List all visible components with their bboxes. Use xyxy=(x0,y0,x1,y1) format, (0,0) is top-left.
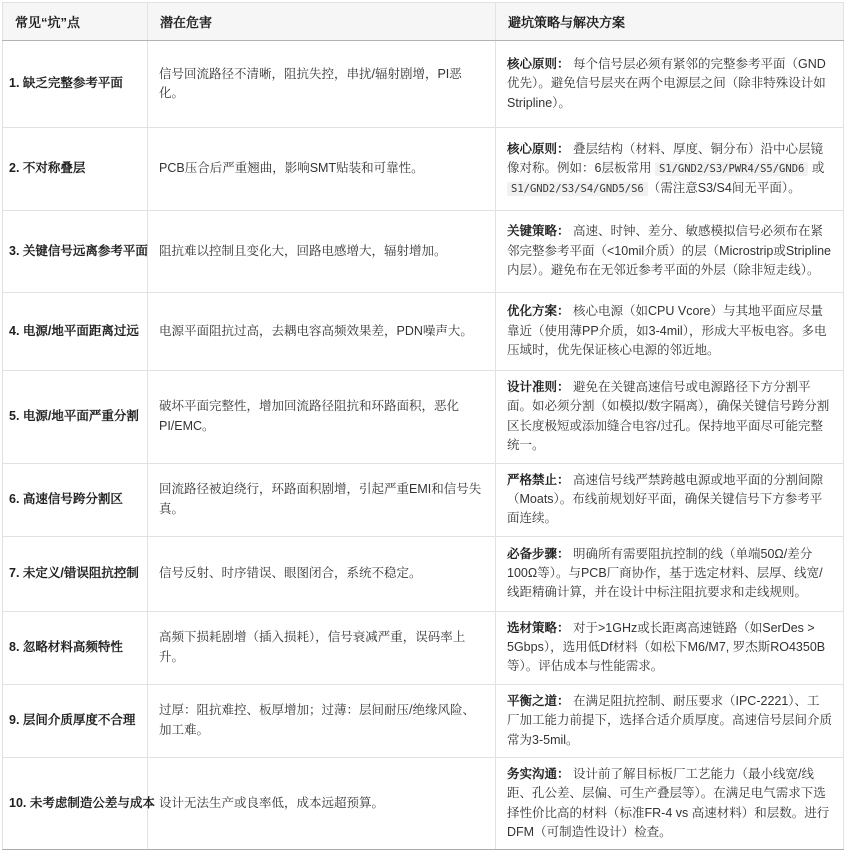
column-header-hazard: 潜在危害 xyxy=(148,3,496,41)
solution-lead-label: 选材策略： xyxy=(507,620,570,635)
table-row xyxy=(3,757,844,850)
pitfall-cell: 10. 未考虑制造公差与成本 xyxy=(3,757,148,850)
pitfall-cell: 2. 不对称叠层 xyxy=(3,128,148,211)
pitfall-cell: 6. 高速信号跨分割区 xyxy=(3,463,148,536)
table-body xyxy=(3,41,844,850)
solution-cell: 选材策略： 对于>1GHz或长距离高速链路（如SerDes > 5Gbps），选用低Df材料（如松下M6/M7, 罗杰斯RO4350B等）。评估成本与性能需求。 xyxy=(496,611,844,684)
table-row xyxy=(3,293,844,371)
solution-lead-label: 优化方案： xyxy=(507,304,570,319)
pitfall-cell: 3. 关键信号远离参考平面 xyxy=(3,211,148,293)
table-row xyxy=(3,211,844,293)
table-row xyxy=(3,611,844,684)
pitfall-cell: 1. 缺乏完整参考平面 xyxy=(3,41,148,128)
solution-cell: 优化方案： 核心电源（如CPU Vcore）与其地平面应尽量靠近（使用薄PP介质，如3-4mil），形成大平板电容。多电压域时，优先保证核心电源的邻近地。 xyxy=(496,293,844,371)
hazard-cell: 高频下损耗剧增（插入损耗），信号衰减严重，误码率上升。 xyxy=(148,611,496,684)
table-row xyxy=(3,41,844,128)
pitfall-cell: 8. 忽略材料高频特性 xyxy=(3,611,148,684)
solution-cell: 核心原则： 每个信号层必须有紧邻的完整参考平面（GND优先）。避免信号层夹在两个电源层之间（除非特殊设计如 Stripline）。 xyxy=(496,41,844,128)
hazard-cell: 回流路径被迫绕行，环路面积剧增，引起严重EMI和信号失真。 xyxy=(148,463,496,536)
solution-lead-label: 设计准则： xyxy=(507,380,570,394)
table-row xyxy=(3,684,844,757)
solution-cell: 设计准则： 避免在关键高速信号或电源路径下方分割平面。如必须分割（如模拟/数字隔离），确保关键信号跨分割区长度极短或添加缝合电容/过孔。保持地平面尽可能完整统一。 xyxy=(496,371,844,464)
solution-lead-label: 严格禁止： xyxy=(507,472,570,487)
solution-cell: 务实沟通： 设计前了解目标板厂工艺能力（最小线宽/线距、孔公差、层偏、可生产叠层等）。在满足电气需求下选择性价比高的材料（标准FR-4 vs 高速材料）和层数。进行DFM（可制造性设计）检查。 xyxy=(496,757,844,850)
table-row xyxy=(3,371,844,464)
table-row xyxy=(3,128,844,211)
solution-cell: 必备步骤： 明确所有需要阻抗控制的线（单端50Ω/差分100Ω等）。与PCB厂商协作，基于选定材料、层厚、线宽/线距精确计算，并在设计中标注阻抗要求和走线规则。 xyxy=(496,536,844,611)
solution-lead-label: 关键策略： xyxy=(507,224,570,239)
pitfall-cell: 5. 电源/地平面严重分割 xyxy=(3,371,148,464)
pitfall-cell: 9. 层间介质厚度不合理 xyxy=(3,684,148,757)
pitfall-cell: 4. 电源/地平面距离过远 xyxy=(3,293,148,371)
hazard-cell: 信号回流路径不清晰，阻抗失控，串扰/辐射剧增，PI恶化。 xyxy=(148,41,496,128)
hazard-cell: 设计无法生产或良率低，成本远超预算。 xyxy=(148,757,496,850)
solution-lead-label: 务实沟通： xyxy=(507,766,570,781)
table-row xyxy=(3,463,844,536)
solution-lead-label: 必备步骤： xyxy=(507,546,570,561)
solution-lead-label: 核心原则： xyxy=(507,56,570,71)
solution-cell: 严格禁止： 高速信号线严禁跨越电源或地平面的分割间隙（Moats）。布线前规划好平面，确保关键信号下方参考平面连续。 xyxy=(496,463,844,536)
pitfall-cell: 7. 未定义/错误阻抗控制 xyxy=(3,536,148,611)
hazard-cell: 电源平面阻抗过高，去耦电容高频效果差，PDN噪声大。 xyxy=(148,293,496,371)
column-header-pitfall: 常见“坑”点 xyxy=(3,3,148,41)
hazard-cell: 阻抗难以控制且变化大，回路电感增大，辐射增加。 xyxy=(148,211,496,293)
stackup-code: S1/GND2/S3/S4/GND5/S6 xyxy=(507,182,648,196)
solution-lead-label: 核心原则： xyxy=(507,141,570,156)
stackup-code: S1/GND2/S3/PWR4/S5/GND6 xyxy=(655,162,808,176)
table-row xyxy=(3,536,844,611)
hazard-cell: 信号反射、时序错误、眼图闭合，系统不稳定。 xyxy=(148,536,496,611)
solution-cell: 平衡之道： 在满足阻抗控制、耐压要求（IPC-2221）、工厂加工能力前提下，选择合适介质厚度。高速信号层间介质常为3-5mil。 xyxy=(496,684,844,757)
solution-lead-label: 平衡之道： xyxy=(507,693,570,708)
table-header-row xyxy=(3,3,844,41)
hazard-cell: PCB压合后严重翘曲，影响SMT贴装和可靠性。 xyxy=(148,128,496,211)
pcb-pitfalls-table xyxy=(2,2,844,850)
solution-cell: 核心原则： 叠层结构（材料、厚度、铜分布）沿中心层镜像对称。例如：6层板常用 S1/GND2/S3/PWR4/S5/GND6 或 S1/GND2/S3/S4/GND5/S6 （需注意S3/S4间无平面）。 xyxy=(496,128,844,211)
solution-cell: 关键策略： 高速、时钟、差分、敏感模拟信号必须布在紧邻完整参考平面（<10mil介质）的层（Microstrip或Stripline内层）。避免布在无邻近参考平面的外层（除非短走线）。 xyxy=(496,211,844,293)
hazard-cell: 破坏平面完整性，增加回流路径阻抗和环路面积，恶化PI/EMC。 xyxy=(148,371,496,464)
column-header-solution: 避坑策略与解决方案 xyxy=(496,3,844,41)
hazard-cell: 过厚：阻抗难控、板厚增加；过薄：层间耐压/绝缘风险、加工难。 xyxy=(148,684,496,757)
